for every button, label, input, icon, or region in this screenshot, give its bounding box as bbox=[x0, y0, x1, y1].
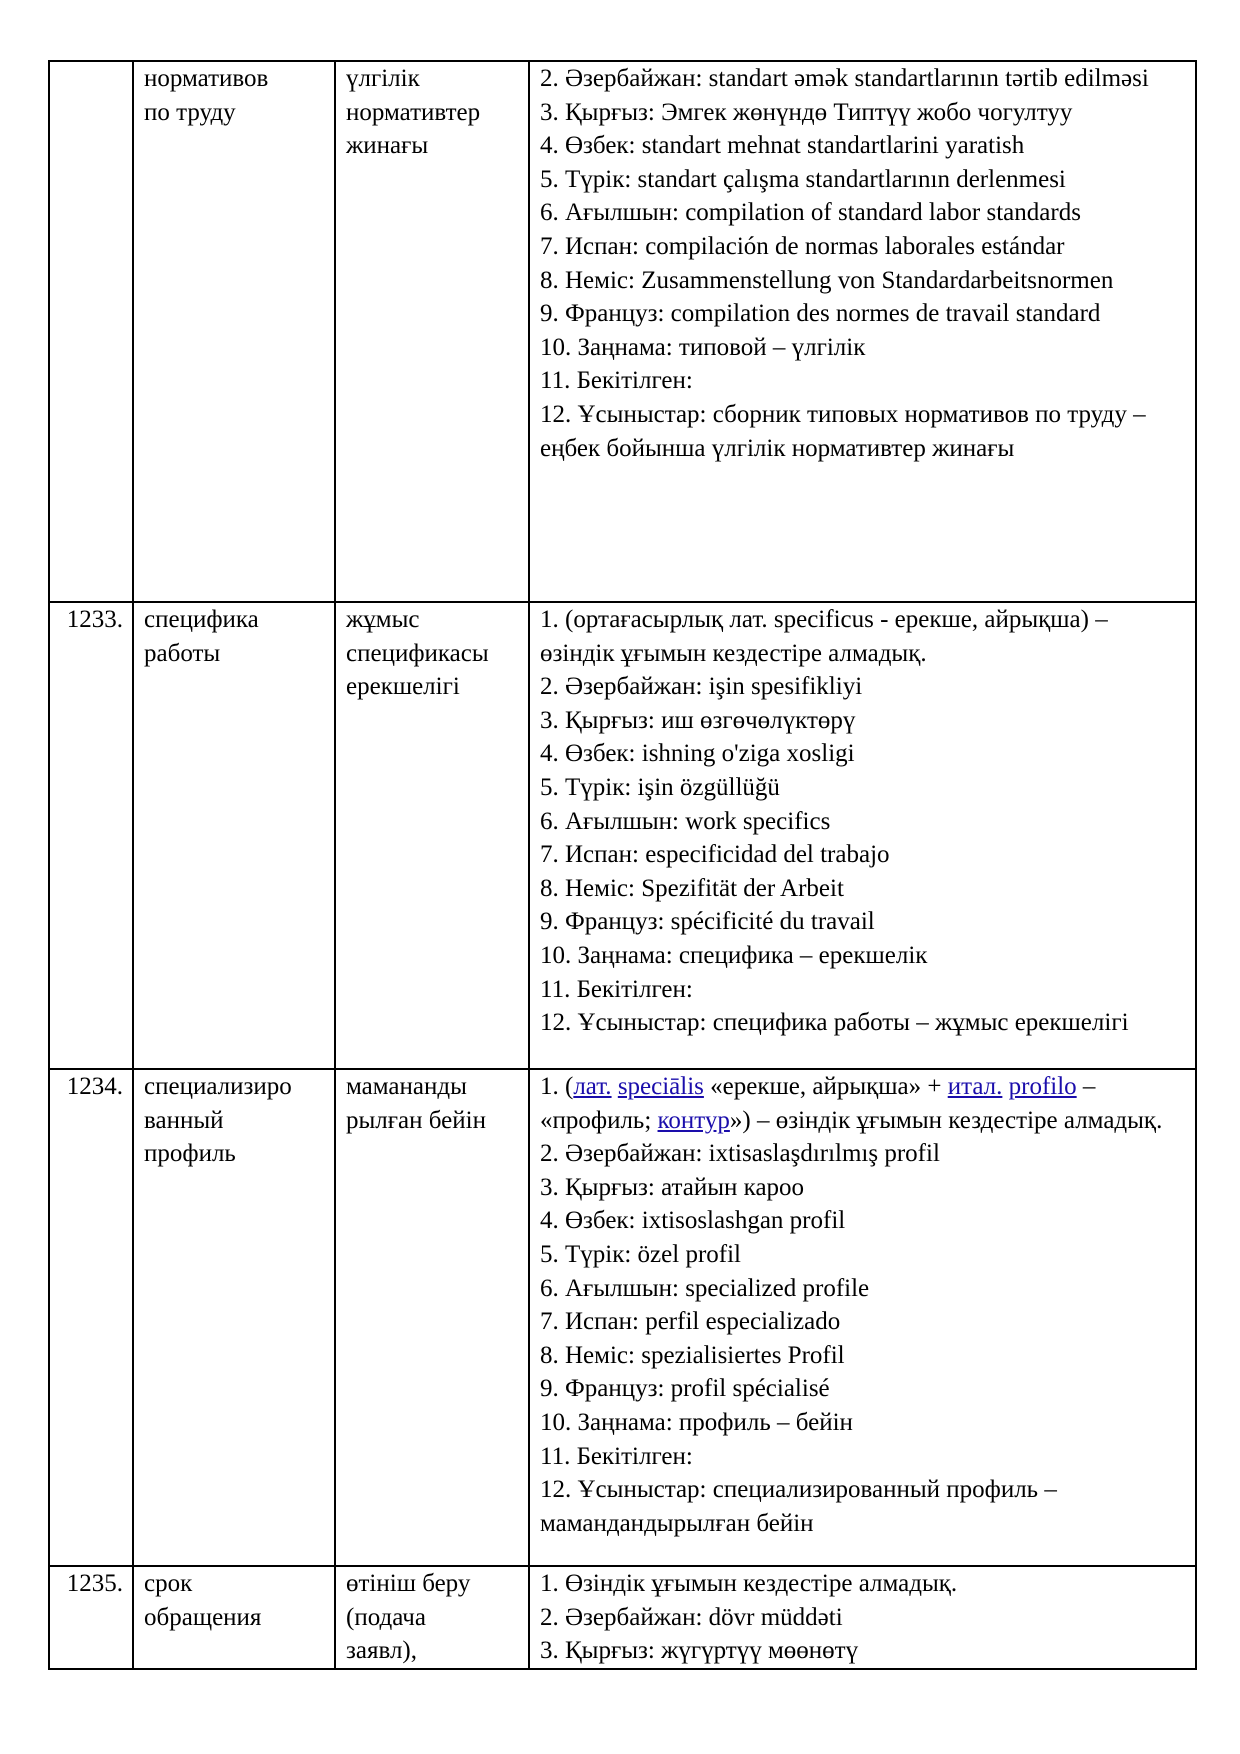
detail-line: 12. Ұсыныстар: сборник типовых нормативов по труду – еңбек бойынша үлгілік нормативтер жинағы bbox=[540, 400, 1146, 462]
detail-line: 7. Испан: compilación de normas laborales estándar bbox=[540, 232, 1065, 260]
link-profilo[interactable]: profilo bbox=[1008, 1073, 1077, 1100]
detail-line: 1. (ортағасырлық лат. specificus - ерекше, айрықша) – өзіндік ұғымын кездестіре алмадық. bbox=[540, 606, 1108, 667]
detail-line: 5. Түрік: standart çalışma standartlarının derlenmesi bbox=[540, 165, 1066, 193]
entry-details bbox=[529, 602, 1196, 1069]
link-specialis[interactable]: speciālis bbox=[617, 1073, 704, 1100]
detail-line: 7. Испан: perfil especializado bbox=[540, 1308, 841, 1336]
term-line: срок bbox=[144, 1570, 193, 1597]
table-row bbox=[49, 1069, 1196, 1566]
detail-line: 11. Бекітілген: bbox=[540, 1442, 693, 1470]
detail-line: 9. Француз: spécificité du travail bbox=[540, 908, 875, 936]
kazakh-term bbox=[335, 602, 529, 1069]
entry-number bbox=[49, 61, 133, 602]
detail-line: 3. Қырғыз: атайын кароо bbox=[540, 1173, 805, 1201]
link-kontur[interactable]: контур bbox=[657, 1106, 730, 1134]
text-fragment: – «профиль; bbox=[540, 1073, 1096, 1134]
detail-line: 5. Түрік: özel profil bbox=[540, 1240, 741, 1268]
term-line: специфика bbox=[144, 606, 259, 633]
detail-line: 6. Ағылшын: specialized profile bbox=[540, 1274, 870, 1302]
term-line: жинағы bbox=[346, 132, 429, 160]
term-line: нормативов bbox=[144, 65, 269, 92]
detail-line: 4. Өзбек: ishning o'ziga xosligi bbox=[540, 740, 855, 768]
text-fragment: 1. ( bbox=[540, 1073, 574, 1100]
detail-line-etymology bbox=[540, 1070, 1185, 1137]
detail-line: 4. Өзбек: ixtisoslashgan profil bbox=[540, 1207, 846, 1235]
detail-line: 11. Бекітілген: bbox=[540, 975, 693, 1003]
russian-term bbox=[133, 602, 335, 1069]
term-line: спецификасы bbox=[346, 639, 489, 667]
table-row bbox=[49, 602, 1196, 1069]
detail-line: 10. Заңнама: типовой – үлгілік bbox=[540, 333, 866, 361]
kazakh-term bbox=[335, 61, 529, 602]
detail-line: 11. Бекітілген: bbox=[540, 367, 693, 395]
link-ital[interactable]: итал. bbox=[947, 1073, 1003, 1100]
entry-details bbox=[529, 1069, 1196, 1566]
kazakh-term bbox=[335, 1566, 529, 1669]
term-line: обращения bbox=[144, 1603, 262, 1631]
detail-line: 12. Ұсыныстар: специализированный профиль – мамандандырылған бейін bbox=[540, 1476, 1057, 1537]
term-line: ванный bbox=[144, 1106, 224, 1134]
term-line: рылған бейін bbox=[346, 1106, 486, 1134]
term-line: мамананды bbox=[346, 1073, 467, 1100]
entry-details bbox=[529, 61, 1196, 602]
detail-line: 2. Әзербайжан: ixtisaslaşdırılmış profil bbox=[540, 1140, 940, 1168]
text-fragment: ») – өзіндік ұғымын кездестіре алмадық. bbox=[729, 1106, 1163, 1134]
term-line: нормативтер bbox=[346, 98, 481, 126]
detail-line: 2. Әзербайжан: dövr müddəti bbox=[540, 1603, 843, 1631]
detail-line: 3. Қырғыз: Эмгек жөнүндө Типтүү жобо чогултуу bbox=[540, 98, 1073, 126]
detail-line: 12. Ұсыныстар: специфика работы – жұмыс ерекшелігі bbox=[540, 1009, 1129, 1037]
entry-number: 1235. bbox=[49, 1566, 133, 1669]
term-line: (подача bbox=[346, 1603, 426, 1631]
detail-line: 8. Неміс: spezialisiertes Profil bbox=[540, 1341, 845, 1369]
russian-term bbox=[133, 61, 335, 602]
detail-line: 10. Заңнама: специфика – ерекшелік bbox=[540, 941, 928, 969]
terminology-table bbox=[48, 60, 1197, 1670]
detail-line: 5. Түрік: işin özgüllüğü bbox=[540, 773, 780, 801]
term-line: специализиро bbox=[144, 1073, 292, 1100]
detail-line: 9. Француз: profil spécialisé bbox=[540, 1375, 830, 1403]
term-line: ерекшелігі bbox=[346, 673, 460, 701]
entry-number: 1233. bbox=[49, 602, 133, 1069]
russian-term bbox=[133, 1566, 335, 1669]
detail-line: 1. Өзіндік ұғымын кездестіре алмадық. bbox=[540, 1570, 958, 1597]
detail-line: 8. Неміс: Spezifität der Arbeit bbox=[540, 874, 844, 902]
detail-line: 8. Неміс: Zusammenstellung von Standardarbeitsnormen bbox=[540, 266, 1114, 294]
detail-line: 10. Заңнама: профиль – бейін bbox=[540, 1408, 853, 1436]
kazakh-term bbox=[335, 1069, 529, 1566]
text-fragment: «ерекше, айрықша» + bbox=[703, 1073, 948, 1100]
detail-line: 6. Ағылшын: work specifics bbox=[540, 807, 831, 835]
table-row bbox=[49, 61, 1196, 602]
detail-line: 2. Әзербайжан: standart əmək standartlarının tərtib edilməsi bbox=[540, 65, 1149, 92]
table-row bbox=[49, 1566, 1196, 1669]
detail-line: 7. Испан: especificidad del trabajo bbox=[540, 841, 890, 869]
term-line: жұмыс bbox=[346, 606, 420, 633]
detail-line: 6. Ағылшын: compilation of standard labor standards bbox=[540, 199, 1081, 227]
term-line: үлгілік bbox=[346, 65, 420, 92]
term-line: заявл), bbox=[346, 1637, 417, 1665]
detail-line: 2. Әзербайжан: işin spesifikliyi bbox=[540, 673, 863, 701]
detail-line: 3. Қырғыз: жүгүртүү мөөнөтү bbox=[540, 1637, 859, 1665]
link-lat[interactable]: лат. bbox=[573, 1073, 612, 1100]
term-line: работы bbox=[144, 639, 221, 667]
detail-line: 9. Француз: compilation des normes de travail standard bbox=[540, 300, 1101, 328]
detail-line: 4. Өзбек: standart mehnat standartlarini yaratish bbox=[540, 132, 1025, 160]
term-line: профиль bbox=[144, 1140, 236, 1168]
russian-term bbox=[133, 1069, 335, 1566]
entry-number: 1234. bbox=[49, 1069, 133, 1566]
term-line: өтініш беру bbox=[346, 1570, 471, 1597]
detail-line: 3. Қырғыз: иш өзгөчөлүктөрү bbox=[540, 706, 856, 734]
term-line: по труду bbox=[144, 98, 236, 126]
entry-details bbox=[529, 1566, 1196, 1669]
